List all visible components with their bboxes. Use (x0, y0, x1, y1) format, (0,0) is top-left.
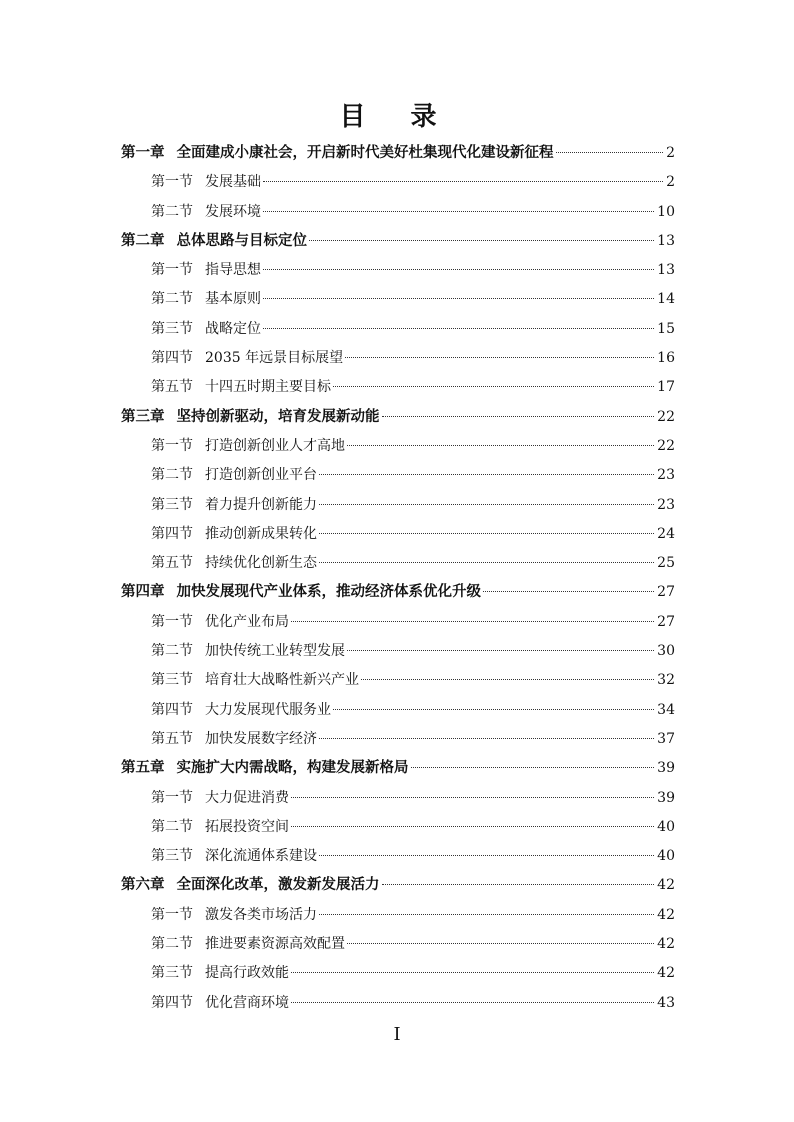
dot-leader (319, 738, 654, 739)
entry-page-number: 27 (657, 584, 675, 601)
entry-number: 第一节 (151, 174, 193, 191)
entry-label (121, 139, 554, 168)
entry-page-number: 43 (657, 994, 675, 1011)
toc-section-entry[interactable] (121, 608, 675, 637)
toc-section-entry[interactable] (121, 491, 675, 520)
entry-page-number: 40 (657, 818, 675, 835)
entry-title: 实施扩大内需战略，构建发展新格局 (176, 760, 409, 777)
entry-label (121, 227, 307, 256)
entry-number: 第三节 (151, 848, 193, 865)
dot-leader (347, 943, 654, 944)
toc-section-entry[interactable] (121, 930, 675, 959)
entry-title: 持续优化创新生态 (205, 555, 317, 572)
entry-page-number: 17 (657, 379, 675, 396)
entry-number: 第三节 (151, 965, 193, 982)
toc-section-entry[interactable] (121, 315, 675, 344)
entry-label (151, 520, 317, 549)
entry-number: 第二章 (121, 232, 165, 249)
entry-number: 第三节 (151, 672, 193, 689)
dot-leader (345, 357, 654, 358)
entry-title: 大力发展现代服务业 (205, 701, 331, 718)
entry-number: 第二节 (151, 818, 193, 835)
dot-leader (291, 621, 654, 622)
entry-label (151, 608, 289, 637)
entry-page-number: 37 (657, 730, 675, 747)
entry-title: 提高行政效能 (205, 965, 289, 982)
entry-page-number: 22 (657, 408, 675, 425)
entry-title: 总体思路与目标定位 (176, 232, 307, 249)
entry-page-number: 42 (657, 965, 675, 982)
entry-page-number: 14 (657, 291, 675, 308)
entry-label (151, 842, 317, 871)
entry-page-number: 13 (657, 262, 675, 279)
toc-section-entry[interactable] (121, 373, 675, 402)
toc-section-entry[interactable] (121, 696, 675, 725)
dot-leader (361, 679, 654, 680)
entry-number: 第四节 (151, 525, 193, 542)
entry-label (151, 959, 289, 988)
toc-chapter-entry[interactable] (121, 754, 675, 783)
toc-section-entry[interactable] (121, 256, 675, 285)
entry-page-number: 23 (657, 467, 675, 484)
entry-label (121, 578, 481, 607)
dot-leader (319, 533, 654, 534)
entry-label (121, 754, 409, 783)
entry-label (151, 198, 261, 227)
entry-page-number: 2 (666, 174, 675, 191)
entry-page-number: 16 (657, 350, 675, 367)
toc-section-entry[interactable] (121, 549, 675, 578)
entry-number: 第一节 (151, 437, 193, 454)
entry-page-number: 40 (657, 848, 675, 865)
dot-leader (319, 474, 654, 475)
entry-label (151, 168, 261, 197)
entry-page-number: 42 (657, 936, 675, 953)
toc-section-entry[interactable] (121, 784, 675, 813)
entry-page-number: 15 (657, 320, 675, 337)
entry-number: 第一节 (151, 262, 193, 279)
entry-label (151, 696, 331, 725)
toc-section-entry[interactable] (121, 901, 675, 930)
entry-title: 加快传统工业转型发展 (205, 643, 345, 660)
entry-title: 全面深化改革，激发新发展活力 (176, 877, 380, 894)
entry-title: 打造创新创业平台 (205, 467, 317, 484)
dot-leader (411, 767, 655, 768)
entry-title: 优化产业布局 (205, 613, 289, 630)
entry-title: 打造创新创业人才高地 (205, 437, 345, 454)
entry-title: 拓展投资空间 (205, 818, 289, 835)
entry-title: 激发各类市场活力 (205, 906, 317, 923)
entry-label (151, 813, 289, 842)
entry-number: 第二节 (151, 936, 193, 953)
entry-page-number: 22 (657, 437, 675, 454)
entry-number: 第二节 (151, 291, 193, 308)
entry-page-number: 2 (666, 145, 675, 161)
toc-section-entry[interactable] (121, 461, 675, 490)
entry-label (151, 315, 261, 344)
entry-label (121, 403, 380, 432)
entry-title: 大力促进消费 (205, 789, 289, 806)
entry-number: 第五节 (151, 555, 193, 572)
entry-title: 指导思想 (205, 262, 261, 279)
dot-leader (347, 445, 654, 446)
entry-title: 推动创新成果转化 (205, 525, 317, 542)
toc-section-entry[interactable] (121, 666, 675, 695)
entry-number: 第四节 (151, 701, 193, 718)
entry-number: 第二节 (151, 203, 193, 220)
dot-leader (319, 504, 654, 505)
dot-leader (347, 650, 654, 651)
entry-title: 发展基础 (205, 174, 261, 191)
entry-page-number: 39 (657, 789, 675, 806)
dot-leader (291, 972, 654, 973)
dot-leader (291, 826, 654, 827)
toc-section-entry[interactable] (121, 520, 675, 549)
entry-page-number: 39 (657, 760, 675, 777)
entry-title: 全面建成小康社会，开启新时代美好杜集现代化建设新征程 (176, 145, 554, 161)
entry-page-number: 24 (657, 525, 675, 542)
entry-page-number: 10 (657, 203, 675, 220)
toc-chapter-entry[interactable] (121, 227, 675, 256)
entry-number: 第五章 (121, 760, 165, 777)
entry-page-number: 42 (657, 906, 675, 923)
entry-page-number: 42 (657, 877, 675, 894)
entry-label (151, 432, 345, 461)
toc-section-entry[interactable] (121, 842, 675, 871)
entry-title: 坚持创新驱动，培育发展新动能 (176, 408, 380, 425)
entry-label (151, 373, 331, 402)
entry-title: 加快发展数字经济 (205, 730, 317, 747)
entry-label (151, 666, 359, 695)
entry-number: 第四章 (121, 584, 165, 601)
dot-leader (333, 709, 654, 710)
toc-section-entry[interactable] (121, 285, 675, 314)
dot-leader (333, 386, 654, 387)
entry-title: 深化流通体系建设 (205, 848, 317, 865)
entry-title: 十四五时期主要目标 (205, 379, 331, 396)
dot-leader (263, 298, 654, 299)
entry-number: 第五节 (151, 379, 193, 396)
toc-chapter-entry[interactable] (121, 403, 675, 432)
entry-page-number: 34 (657, 701, 675, 718)
entry-number: 第六章 (121, 877, 165, 894)
entry-number: 第三节 (151, 496, 193, 513)
entry-number: 第三节 (151, 320, 193, 337)
dot-leader (382, 416, 655, 417)
entry-title: 培育壮大战略性新兴产业 (205, 672, 359, 689)
entry-number: 第一节 (151, 906, 193, 923)
entry-number: 第一章 (121, 145, 165, 161)
entry-number: 第一节 (151, 789, 193, 806)
dot-leader (483, 591, 654, 592)
entry-label (151, 637, 345, 666)
dot-leader (263, 328, 654, 329)
dot-leader (263, 269, 654, 270)
toc-title: 目 录 (339, 102, 455, 132)
dot-leader (263, 211, 654, 212)
toc-section-entry[interactable] (121, 637, 675, 666)
toc-chapter-entry[interactable] (121, 578, 675, 607)
entry-number: 第一节 (151, 613, 193, 630)
toc-chapter-entry[interactable] (121, 139, 675, 168)
dot-leader (319, 914, 654, 915)
entry-title: 2035 年远景目标展望 (205, 350, 344, 367)
toc-chapter-entry[interactable] (121, 871, 675, 900)
dot-leader (556, 152, 664, 153)
entry-label (151, 901, 317, 930)
entry-number: 第三章 (121, 408, 165, 425)
entry-title: 战略定位 (205, 320, 261, 337)
entry-label (151, 256, 261, 285)
entry-number: 第四节 (151, 350, 193, 367)
entry-label (151, 784, 289, 813)
entry-label (151, 285, 261, 314)
entry-label (151, 725, 317, 754)
entry-page-number: 27 (657, 613, 675, 630)
entry-label (151, 491, 317, 520)
table-of-contents (121, 139, 675, 1018)
toc-section-entry[interactable] (121, 168, 675, 197)
entry-label (151, 461, 317, 490)
entry-number: 第二节 (151, 643, 193, 660)
entry-label (121, 871, 380, 900)
dot-leader (291, 797, 654, 798)
toc-section-entry[interactable] (121, 989, 675, 1018)
entry-label (151, 344, 343, 373)
toc-section-entry[interactable] (121, 959, 675, 988)
entry-number: 第五节 (151, 730, 193, 747)
toc-section-entry[interactable] (121, 344, 675, 373)
entry-page-number: 30 (657, 643, 675, 660)
entry-page-number: 25 (657, 555, 675, 572)
entry-number: 第二节 (151, 467, 193, 484)
entry-label (151, 989, 289, 1018)
toc-section-entry[interactable] (121, 432, 675, 461)
toc-section-entry[interactable] (121, 813, 675, 842)
page-number: I (393, 1024, 401, 1045)
entry-page-number: 13 (657, 232, 675, 249)
entry-label (151, 930, 345, 959)
dot-leader (263, 181, 663, 182)
entry-title: 着力提升创新能力 (205, 496, 317, 513)
dot-leader (309, 240, 654, 241)
entry-title: 优化营商环境 (205, 994, 289, 1011)
entry-page-number: 32 (657, 672, 675, 689)
dot-leader (319, 855, 654, 856)
dot-leader (291, 1002, 654, 1003)
entry-page-number: 23 (657, 496, 675, 513)
dot-leader (319, 562, 654, 563)
toc-section-entry[interactable] (121, 198, 675, 227)
toc-section-entry[interactable] (121, 725, 675, 754)
dot-leader (382, 884, 655, 885)
entry-title: 发展环境 (205, 203, 261, 220)
entry-label (151, 549, 317, 578)
entry-title: 加快发展现代产业体系，推动经济体系优化升级 (176, 584, 481, 601)
entry-title: 推进要素资源高效配置 (205, 936, 345, 953)
entry-number: 第四节 (151, 994, 193, 1011)
entry-title: 基本原则 (205, 291, 261, 308)
